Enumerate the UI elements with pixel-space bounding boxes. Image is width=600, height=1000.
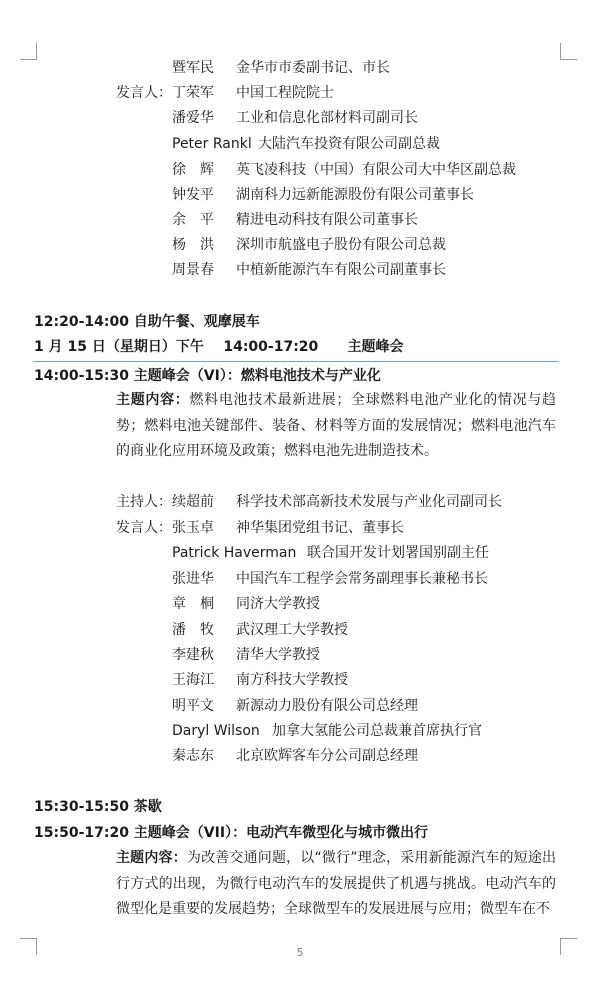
session-7-heading: 15:50-17:20 主题峰会（VII）：电动汽车微型化与城市微出行 bbox=[34, 825, 429, 841]
person-title: 同济大学教授 bbox=[236, 596, 320, 612]
session-6-heading: 14:00-15:30 主题峰会（VI）：燃料电池技术与产业化 bbox=[34, 368, 381, 384]
person-name: 秦志东 bbox=[172, 748, 214, 764]
speaker-row bbox=[0, 160, 600, 180]
speaker-row bbox=[0, 518, 600, 538]
person-title: 中国汽车工程学会常务副理事长兼秘书长 bbox=[236, 571, 488, 587]
speaker-row bbox=[0, 108, 600, 128]
session-7-content bbox=[116, 846, 556, 923]
person-name: 李建秋 bbox=[172, 647, 214, 663]
person-title: 湖南科力远新能源股份有限公司董事长 bbox=[236, 187, 474, 203]
person-title: 深圳市航盛电子股份有限公司总裁 bbox=[236, 237, 446, 253]
host-row bbox=[0, 492, 600, 512]
content-text: 燃料电池技术最新进展；全球燃料电池产业化的情况与趋势；燃料电池关键部件、装备、材料等方面的发展情况；燃料电池汽车的商业化应用环境及政策；燃料电池先进制造技术。 bbox=[116, 392, 557, 459]
person-title: 大陆汽车投资有限公司副总裁 bbox=[258, 136, 440, 152]
speaker-row bbox=[0, 210, 600, 230]
person-name: 周景春 bbox=[172, 262, 214, 278]
speaker-row bbox=[0, 670, 600, 690]
person-name: Patrick Haverman bbox=[172, 545, 297, 561]
person-title: 北京欧辉客车分公司副总经理 bbox=[236, 748, 418, 764]
person-name: 王海江 bbox=[172, 672, 214, 688]
speaker-row bbox=[0, 746, 600, 766]
person-name: 张进华 bbox=[172, 571, 214, 587]
person-title: 新源动力股份有限公司总经理 bbox=[236, 698, 418, 714]
person-title: 工业和信息化部材料司副司长 bbox=[236, 110, 418, 126]
speaker-row bbox=[0, 620, 600, 640]
speaker-row bbox=[0, 721, 600, 741]
person-title: 精进电动科技有限公司董事长 bbox=[236, 212, 418, 228]
person-name: 暨军民 bbox=[172, 60, 214, 76]
person-name: 明平文 bbox=[172, 698, 214, 714]
speaker-row bbox=[0, 235, 600, 255]
content-text: 为改善交通问题，以“微行”理念，采用新能源汽车的短途出行方式的出现，为微行电动汽车的发展提供了机遇与挑战。电动汽车的微型化是重要的发展趋势；全球微型车的发展进展与应用；微型车在不 bbox=[116, 850, 556, 917]
person-name: 钟发平 bbox=[172, 187, 214, 203]
page-number: 5 bbox=[296, 946, 304, 959]
person-name: 丁荣军 bbox=[172, 85, 214, 101]
person-name: 余 平 bbox=[172, 212, 214, 228]
speakers-label: 发言人： bbox=[116, 85, 172, 101]
person-name: Daryl Wilson bbox=[172, 723, 260, 739]
speaker-row bbox=[0, 696, 600, 716]
content-label: 主题内容： bbox=[116, 850, 187, 866]
pre-speaker-row bbox=[0, 58, 600, 78]
person-title: 联合国开发计划署国别副主任 bbox=[307, 545, 489, 561]
host-label: 主持人： bbox=[116, 494, 172, 510]
tea-break-line: 15:30-15:50 茶歇 bbox=[34, 799, 162, 815]
speakers-label: 发言人： bbox=[116, 520, 172, 536]
day-header: 1 月 15 日（星期日）下午 14:00-17:20 主题峰会 bbox=[34, 339, 404, 355]
person-title: 金华市市委副书记、市长 bbox=[236, 60, 390, 76]
person-title: 科学技术部高新技术发展与产业化司副司长 bbox=[236, 494, 502, 510]
person-name: Peter Rankl bbox=[172, 136, 252, 152]
person-title: 中国工程院院士 bbox=[236, 85, 334, 101]
speaker-row bbox=[0, 83, 600, 103]
person-name: 张玉卓 bbox=[172, 520, 214, 536]
person-title: 加拿大氢能公司总裁兼首席执行官 bbox=[272, 723, 482, 739]
person-title: 武汉理工大学教授 bbox=[236, 622, 348, 638]
speaker-row bbox=[0, 134, 600, 154]
speaker-row bbox=[0, 543, 600, 563]
session-6-content bbox=[116, 388, 556, 465]
person-name: 徐 辉 bbox=[172, 162, 214, 178]
speaker-row bbox=[0, 185, 600, 205]
person-name: 续超前 bbox=[172, 494, 214, 510]
person-name: 章 桐 bbox=[172, 596, 214, 612]
person-name: 潘 牧 bbox=[172, 622, 214, 638]
header-divider bbox=[33, 361, 559, 362]
person-name: 潘爱华 bbox=[172, 110, 214, 126]
person-title: 神华集团党组书记、董事长 bbox=[236, 520, 404, 536]
content-label: 主题内容： bbox=[116, 392, 190, 408]
speaker-row bbox=[0, 569, 600, 589]
speaker-row bbox=[0, 594, 600, 614]
person-title: 南方科技大学教授 bbox=[236, 672, 348, 688]
person-title: 中植新能源汽车有限公司副董事长 bbox=[236, 262, 446, 278]
speaker-row bbox=[0, 260, 600, 280]
speaker-row bbox=[0, 645, 600, 665]
person-title: 英飞凌科技（中国）有限公司大中华区副总裁 bbox=[236, 162, 516, 178]
lunch-line: 12:20-14:00 自助午餐、观摩展车 bbox=[34, 314, 260, 330]
person-title: 清华大学教授 bbox=[236, 647, 320, 663]
person-name: 杨 洪 bbox=[172, 237, 214, 253]
